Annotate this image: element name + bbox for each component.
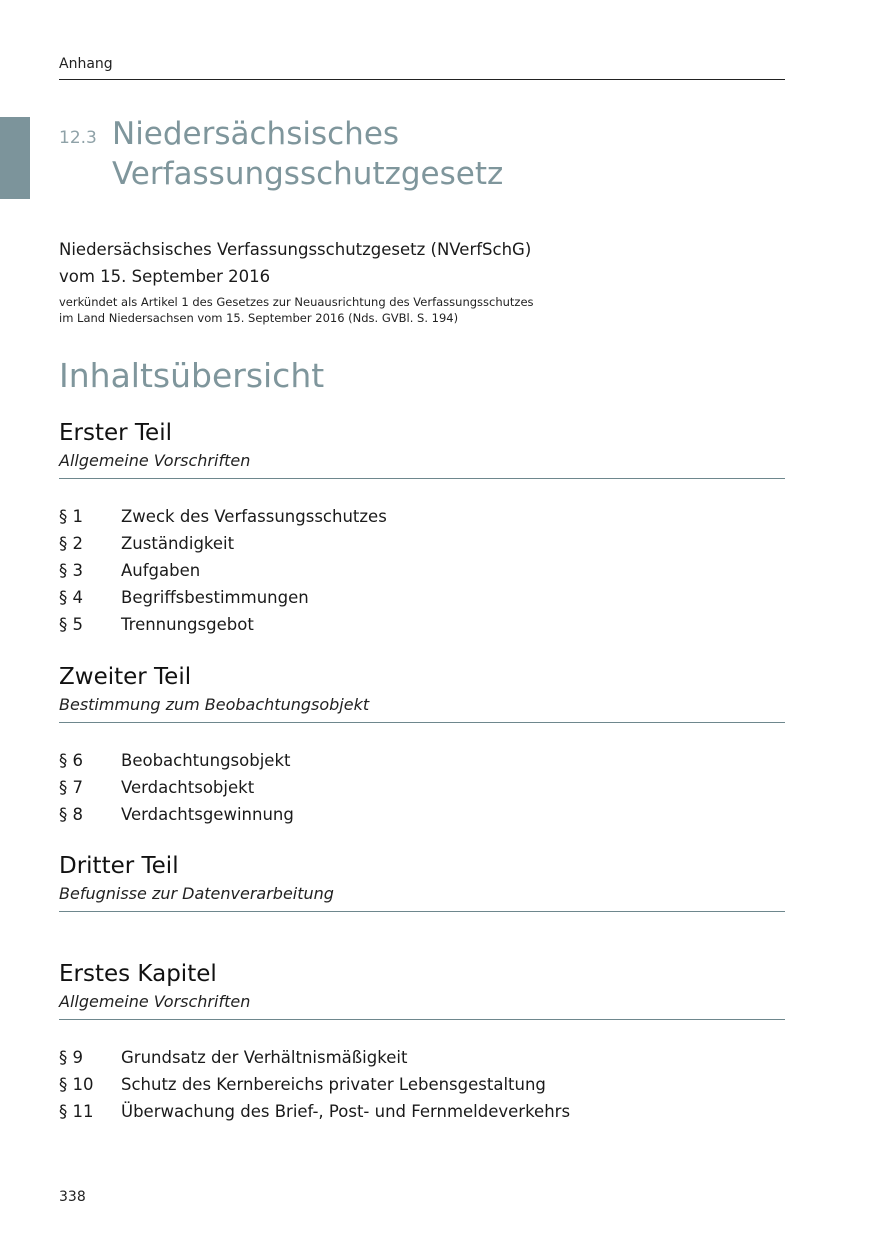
promulgation-line: im Land Niedersachsen vom 15. September 2016 (Nds. GVBl. S. 194)	[59, 310, 459, 325]
law-date-line: vom 15. September 2016	[59, 267, 271, 286]
part-section	[59, 851, 785, 912]
promulgation-note	[59, 295, 534, 326]
section-title: Überwachung des Brief-, Post- und Fernmeldeverkehrs	[121, 1102, 571, 1121]
part-divider	[59, 478, 785, 479]
chapter-number: 12.3	[59, 128, 97, 148]
part-title: Zweiter Teil	[59, 664, 192, 690]
section-title: Schutz des Kernbereichs privater Lebensgestaltung	[121, 1075, 546, 1094]
chapter-divider	[59, 1019, 785, 1020]
section-title: Verdachtsgewinnung	[121, 805, 294, 824]
part-title: Erster Teil	[59, 420, 172, 446]
toc-list	[59, 1044, 570, 1125]
toc-entry[interactable]	[59, 557, 387, 584]
toc-list	[59, 747, 294, 828]
page-number: 338	[59, 1189, 86, 1205]
section-number: § 2	[59, 534, 83, 553]
chapter-subtitle: Allgemeine Vorschriften	[59, 992, 251, 1011]
part-divider	[59, 722, 785, 723]
section-number: § 1	[59, 507, 83, 526]
section-number: § 3	[59, 561, 83, 580]
toc-heading: Inhaltsübersicht	[59, 356, 325, 395]
chapter-section	[59, 959, 785, 1020]
part-title: Dritter Teil	[59, 853, 179, 879]
toc-entry[interactable]	[59, 1098, 570, 1125]
law-title-line: Niedersächsisches Verfassungsschutzgesetz (NVerfSchG)	[59, 240, 532, 259]
part-divider	[59, 911, 785, 912]
chapter-heading: Erstes Kapitel	[59, 961, 217, 987]
chapter-side-tab	[0, 117, 30, 199]
header-divider	[59, 79, 785, 80]
toc-entry[interactable]	[59, 503, 387, 530]
toc-entry[interactable]	[59, 530, 387, 557]
running-header: Anhang	[59, 56, 113, 72]
section-number: § 11	[59, 1102, 94, 1121]
section-number: § 10	[59, 1075, 94, 1094]
section-title: Beobachtungsobjekt	[121, 751, 291, 770]
section-title: Grundsatz der Verhältnismäßigkeit	[121, 1048, 408, 1067]
section-title: Aufgaben	[121, 561, 201, 580]
toc-list	[59, 503, 387, 638]
section-title: Zuständigkeit	[121, 534, 235, 553]
section-number: § 6	[59, 751, 83, 770]
law-title	[59, 236, 531, 290]
section-title: Begriffsbestimmungen	[121, 588, 309, 607]
toc-entry[interactable]	[59, 774, 294, 801]
toc-entry[interactable]	[59, 584, 387, 611]
chapter-title-line: Verfassungsschutzgesetz	[112, 156, 504, 192]
toc-entry[interactable]	[59, 1071, 570, 1098]
part-section	[59, 662, 785, 723]
promulgation-line: verkündet als Artikel 1 des Gesetzes zur Neuausrichtung des Verfassungsschutzes	[59, 295, 534, 309]
toc-entry[interactable]	[59, 1044, 570, 1071]
chapter-title	[112, 114, 503, 194]
section-number: § 7	[59, 778, 83, 797]
section-number: § 8	[59, 805, 83, 824]
section-title: Verdachtsobjekt	[121, 778, 255, 797]
toc-entry[interactable]	[59, 801, 294, 828]
toc-entry[interactable]	[59, 611, 387, 638]
section-title: Zweck des Verfassungsschutzes	[121, 507, 387, 526]
part-subtitle: Allgemeine Vorschriften	[59, 451, 251, 470]
chapter-title-line: Niedersächsisches	[112, 116, 400, 152]
section-title: Trennungsgebot	[121, 615, 254, 634]
part-subtitle: Bestimmung zum Beobachtungsobjekt	[59, 695, 370, 714]
section-number: § 5	[59, 615, 83, 634]
section-number: § 9	[59, 1048, 83, 1067]
toc-entry[interactable]	[59, 747, 294, 774]
part-subtitle: Befugnisse zur Datenverarbeitung	[59, 884, 334, 903]
part-section	[59, 418, 785, 479]
section-number: § 4	[59, 588, 83, 607]
